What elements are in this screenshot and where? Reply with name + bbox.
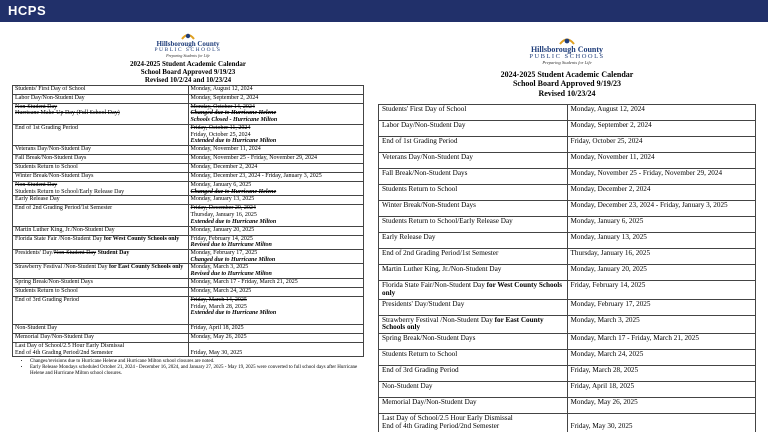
date-cell: Monday, December 23, 2024 - Friday, January 3, 2025 [567, 200, 756, 216]
date-text: Friday, February 14, 2025 [190, 235, 253, 242]
calendar-table [12, 85, 364, 358]
table-row [379, 152, 756, 168]
table-row [379, 232, 756, 248]
logo-tagline: Preparing Students for Life [166, 53, 210, 59]
table-row [379, 104, 756, 120]
revision-note: Changed due to Hurricane Helene [190, 110, 277, 117]
event-cell: Non-Student Day [379, 382, 568, 398]
brand-logo-text: HCPS [8, 3, 47, 18]
date-cell: Monday, March 24, 2025 [567, 350, 756, 366]
event-cell [13, 181, 189, 195]
table-row [379, 200, 756, 216]
revision-note: Changed due to Hurricane Milton [190, 256, 276, 263]
revision-note: Schools Closed - Hurricane Milton [190, 117, 278, 124]
date-cell: Monday, December 2, 2024 [567, 184, 756, 200]
date-cell: Monday, May 26, 2025 [188, 333, 364, 342]
date-cell: Monday, August 12, 2024 [188, 85, 364, 94]
event-cell: Early Release Day [13, 196, 189, 205]
event-text: Strawberry Festival /Non-Student Day [15, 264, 108, 271]
event-cell: Fall Break/Non-Student Days [13, 154, 189, 163]
event-cell [379, 280, 568, 299]
date-text: Monday, March 3, 2025 [190, 264, 249, 271]
date-cell [188, 249, 364, 263]
title-line: 2024-2025 Student Academic Calendar [129, 59, 247, 68]
table-row [379, 184, 756, 200]
event-qualifier: for East County Schools only [108, 264, 184, 271]
event-cell: Martin Luther King, Jr./Non-Student Day [379, 264, 568, 280]
date-cell: Monday, January 6, 2025 [567, 216, 756, 232]
revision-note: Extended due to Hurricane Milton [190, 138, 277, 145]
event-cell: Memorial Day/Non-Student Day [379, 398, 568, 414]
date-text: Monday, February 17, 2025 [190, 249, 258, 256]
event-cell: Veterans Day/Non-Student Day [379, 152, 568, 168]
event-cell [379, 414, 568, 432]
event-qualifier: for East County Schools only [382, 315, 544, 332]
date-cell: Monday, January 20, 2025 [188, 226, 364, 235]
revision-note: Extended due to Hurricane Milton [190, 310, 277, 317]
table-row [379, 315, 756, 334]
struck-date: Friday, October 11, 2024 [190, 124, 251, 131]
event-text: Last Day of School/2.5 Hour Early Dismissal [15, 342, 125, 349]
logo-name: Hillsborough County [530, 45, 604, 54]
footnote-item: • Early Release Mondays scheduled October 21, 2024 - December 16, 2024, and January 27, 2025 - May 19, 2025 were converted to full school days after Hurricane Helene and Hurricane Milton school closures. [30, 365, 364, 377]
event-cell [13, 235, 189, 249]
event-cell: Students Return to School [13, 163, 189, 172]
date-cell: Friday, February 14, 2025 [567, 280, 756, 299]
event-cell [13, 249, 189, 263]
table-row [379, 136, 756, 152]
table-row [13, 172, 364, 181]
table-row [13, 342, 364, 356]
event-text: End of 4th Grading Period/2nd Semester [382, 422, 500, 431]
event-cell: Students' First Day of School [379, 104, 568, 120]
event-cell [13, 103, 189, 124]
event-cell: Memorial Day/Non-Student Day [13, 333, 189, 342]
event-cell: Labor Day/Non-Student Day [13, 94, 189, 103]
table-row [379, 366, 756, 382]
table-row [379, 248, 756, 264]
date-cell: Thursday, January 16, 2025 [567, 248, 756, 264]
date-cell [188, 264, 364, 278]
date-cell: Monday, January 13, 2025 [188, 196, 364, 205]
event-cell: End of 2nd Grading Period/1st Semester [379, 248, 568, 264]
event-cell: Students' First Day of School [13, 85, 189, 94]
event-text: Florida State Fair /Non-Student Day [15, 235, 103, 242]
table-row [13, 181, 364, 195]
title-line: Revised 10/23/24 [538, 88, 596, 98]
event-cell: Presidents' Day/Student Day [379, 299, 568, 315]
table-row [379, 264, 756, 280]
table-row [13, 145, 364, 154]
district-logo [12, 22, 364, 59]
event-cell: Martin Luther King, Jr./Non-Student Day [13, 226, 189, 235]
date-cell [188, 296, 364, 324]
new-date: Friday, October 25, 2024 [190, 131, 251, 138]
date-cell: Monday, November 11, 2024 [567, 152, 756, 168]
event-cell: Students Return to School [379, 184, 568, 200]
document-stage [0, 22, 768, 432]
event-cell [379, 315, 568, 334]
footnote-item: • Changes/revisions due to Hurricane Helene and Hurricane Milton school closures are noted. [30, 359, 364, 365]
title-line: Revised 10/2/24 and 10/23/24 [144, 75, 232, 84]
date-cell: Monday, May 26, 2025 [567, 398, 756, 414]
table-row [13, 196, 364, 205]
date-cell: Friday, October 25, 2024 [567, 136, 756, 152]
district-logo [378, 22, 756, 66]
table-row [379, 382, 756, 398]
date-cell: Friday, May 30, 2025 [188, 342, 364, 356]
top-bar [0, 0, 768, 22]
struck-event: Non-Student Day [53, 249, 97, 256]
revision-note: Revised due to Hurricane Milton [190, 271, 272, 278]
document-title [12, 60, 364, 84]
date-cell: Monday, January 13, 2025 [567, 232, 756, 248]
table-row [13, 94, 364, 103]
date-cell: Monday, December 2, 2024 [188, 163, 364, 172]
table-row [13, 324, 364, 333]
event-text: Presidents' Day/ [15, 249, 54, 256]
date-cell: Friday, March 28, 2025 [567, 366, 756, 382]
table-row [379, 334, 756, 350]
event-cell: End of 3rd Grading Period [379, 366, 568, 382]
table-row [13, 287, 364, 296]
date-cell [188, 235, 364, 249]
table-row [13, 154, 364, 163]
table-row [379, 350, 756, 366]
date-cell: Monday, February 17, 2025 [567, 299, 756, 315]
calendar-table [378, 104, 756, 432]
struck-event: Non-Student Day [15, 181, 58, 188]
event-cell: End of 3rd Grading Period [13, 296, 189, 324]
date-cell: Monday, January 20, 2025 [567, 264, 756, 280]
struck-date: Friday, December 20, 2024 [190, 205, 256, 212]
date-cell [188, 124, 364, 145]
event-qualifier: for West County Schools only [382, 280, 563, 297]
table-row [379, 398, 756, 414]
date-cell: Friday, May 30, 2025 [567, 414, 756, 432]
event-cell [13, 264, 189, 278]
title-line: 2024-2025 Student Academic Calendar [500, 70, 634, 80]
struck-event: Hurricane Make-Up Day (Full School Day) [15, 110, 120, 117]
event-cell: Labor Day/Non-Student Day [379, 120, 568, 136]
table-row [13, 85, 364, 94]
date-cell [188, 181, 364, 195]
table-row [13, 235, 364, 249]
logo-tagline: Preparing Students for Life [542, 60, 592, 66]
new-date: Friday, March 28, 2025 [190, 303, 247, 310]
table-row [379, 299, 756, 315]
event-cell: Veterans Day/Non-Student Day [13, 145, 189, 154]
table-row [13, 278, 364, 287]
event-cell: Spring Break/Non-Student Days [13, 278, 189, 287]
event-text: Strawberry Festival /Non-Student Day [382, 315, 493, 324]
event-cell [13, 342, 189, 356]
event-cell: Fall Break/Non-Student Days [379, 168, 568, 184]
event-cell: Spring Break/Non-Student Days [379, 334, 568, 350]
table-row [379, 120, 756, 136]
date-cell: Monday, November 25 - Friday, November 29, 2024 [188, 154, 364, 163]
logo-subtitle: PUBLIC SCHOOLS [154, 47, 222, 54]
footnotes [30, 359, 364, 377]
date-cell: Monday, September 2, 2024 [567, 120, 756, 136]
event-cell: End of 1st Grading Period [13, 124, 189, 145]
date-cell: Monday, November 11, 2024 [188, 145, 364, 154]
date-text: Monday, January 6, 2025 [190, 181, 252, 188]
logo-name: Hillsborough County [156, 40, 220, 48]
date-cell: Friday, April 18, 2025 [188, 324, 364, 333]
table-row [13, 205, 364, 226]
revision-note: Revised due to Hurricane Milton [190, 242, 272, 249]
revision-note: Changed due to Hurricane Helene [190, 188, 277, 195]
title-line: School Board Approved 9/19/23 [512, 79, 622, 89]
table-row [13, 226, 364, 235]
table-row [13, 163, 364, 172]
event-cell: Winter Break/Non-Student Days [379, 200, 568, 216]
date-cell [188, 205, 364, 226]
date-cell: Friday, April 18, 2025 [567, 382, 756, 398]
date-cell: Monday, March 3, 2025 [567, 315, 756, 334]
event-cell: Students Return to School [379, 350, 568, 366]
date-cell: Monday, March 17 - Friday, March 21, 2025 [188, 278, 364, 287]
event-text: Last Day of School/2.5 Hour Early Dismissal [382, 414, 513, 423]
document-title [378, 70, 756, 98]
table-row [13, 124, 364, 145]
event-cell: Winter Break/Non-Student Days [13, 172, 189, 181]
event-qualifier: for West County Schools only [103, 235, 180, 242]
table-row [379, 414, 756, 432]
table-row [379, 216, 756, 232]
date-cell: Monday, March 24, 2025 [188, 287, 364, 296]
event-text: Florida State Fair/Non-Student Day [382, 280, 485, 289]
date-cell: Monday, March 17 - Friday, March 21, 2025 [567, 334, 756, 350]
event-cell: End of 2nd Grading Period/1st Semester [13, 205, 189, 226]
table-row [13, 333, 364, 342]
date-cell: Monday, December 23, 2024 - Friday, January 3, 2025 [188, 172, 364, 181]
new-event: Students Return to School/Early Release Day [15, 188, 125, 195]
date-cell [188, 103, 364, 124]
calendar-document-clean [378, 22, 756, 432]
event-cell: Non-Student Day [13, 324, 189, 333]
event-qualifier: Student Day [97, 249, 130, 256]
event-cell: Students Return to School [13, 287, 189, 296]
event-text: End of 4th Grading Period/2nd Semester [15, 349, 113, 356]
new-date: Thursday, January 16, 2025 [190, 212, 257, 219]
date-cell: Monday, November 25 - Friday, November 29, 2024 [567, 168, 756, 184]
table-row [13, 249, 364, 263]
table-row [379, 168, 756, 184]
event-cell: End of 1st Grading Period [379, 136, 568, 152]
table-row [379, 280, 756, 299]
calendar-document-revised-original [12, 22, 364, 377]
logo-subtitle: PUBLIC SCHOOLS [529, 53, 605, 61]
revision-note: Extended due to Hurricane Milton [190, 218, 277, 225]
event-cell: Students Return to School/Early Release Day [379, 216, 568, 232]
event-cell: Early Release Day [379, 232, 568, 248]
table-row [13, 264, 364, 278]
table-row [13, 103, 364, 124]
date-cell: Monday, September 2, 2024 [188, 94, 364, 103]
struck-event: Non-Student Day [15, 103, 58, 110]
title-line: School Board Approved 9/19/23 [140, 67, 236, 76]
struck-date: Friday, March 14, 2025 [190, 296, 247, 303]
struck-date: Monday, October 14, 2024 [190, 103, 255, 110]
table-row [13, 296, 364, 324]
date-cell: Monday, August 12, 2024 [567, 104, 756, 120]
